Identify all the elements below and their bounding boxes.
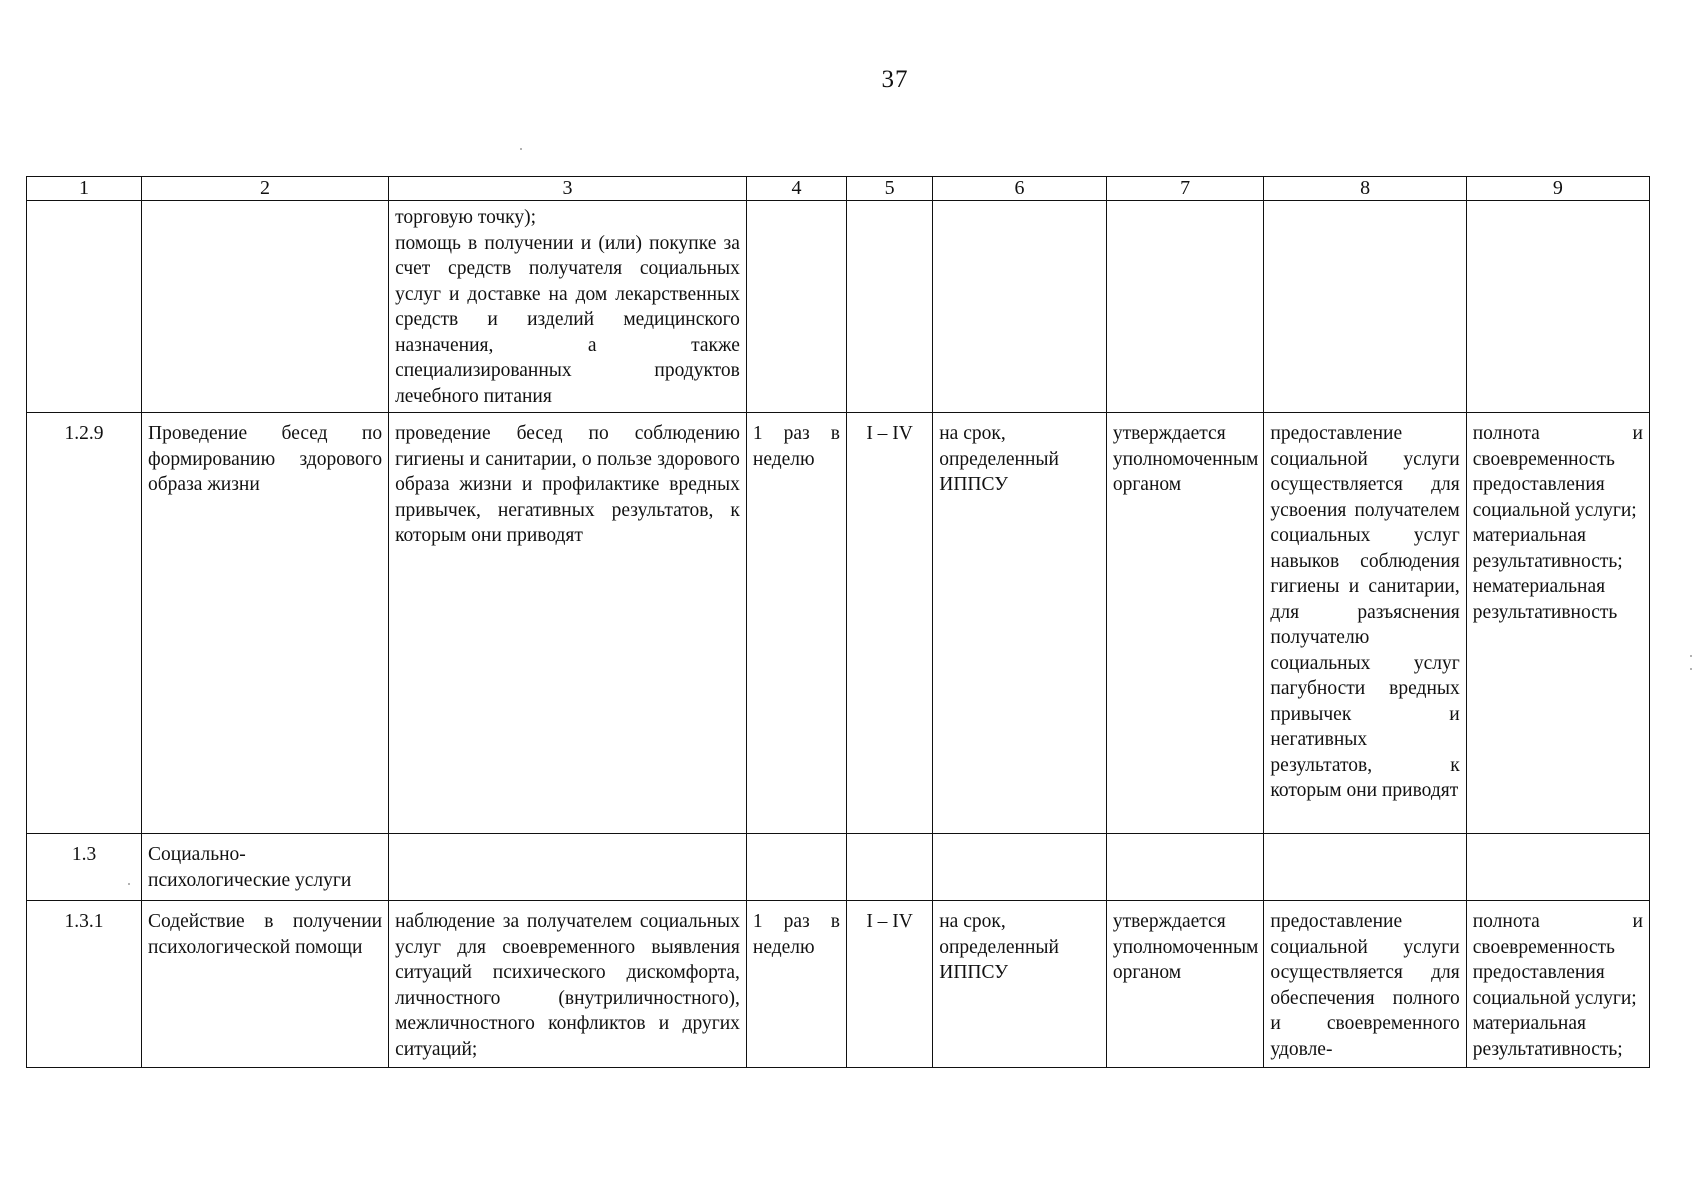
service-name xyxy=(142,201,389,413)
service-grade xyxy=(846,834,932,901)
col-header-1: 1 xyxy=(27,177,142,201)
col-header-5: 5 xyxy=(846,177,932,201)
service-term: на срок, определенный ИППСУ xyxy=(933,901,1107,1068)
table-row-section xyxy=(27,834,1650,901)
page-number: 37 xyxy=(881,66,909,93)
service-term xyxy=(933,201,1107,413)
service-indicators: полнота и своевременность предоставления социальной услуги; материальная результативность; нематериальная результативность xyxy=(1466,413,1649,834)
service-number: 1.2.9 xyxy=(27,413,142,834)
service-description: наблюдение за получателем социальных услуг для своевременного выявления ситуаций психического дискомфорта, личностного (внутриличностного), межличностного конфликтов и других ситуаций; xyxy=(389,901,747,1068)
col-header-8: 8 xyxy=(1264,177,1466,201)
service-frequency: 1 раз в неделю xyxy=(746,901,846,1068)
table-row xyxy=(27,413,1650,834)
service-cost: утверждается уполномоченным органом xyxy=(1106,901,1264,1068)
service-cost: утверждается уполномоченным органом xyxy=(1106,413,1264,834)
service-conditions: предоставление социальной услуги осуществляется для обеспечения полного и своевременного удовле- xyxy=(1264,901,1466,1068)
col-header-7: 7 xyxy=(1106,177,1264,201)
col-header-6: 6 xyxy=(933,177,1107,201)
table-row xyxy=(27,201,1650,413)
service-name: Содействие в получении психологической помощи xyxy=(142,901,389,1068)
scan-speck xyxy=(128,883,130,885)
service-description xyxy=(389,834,747,901)
service-grade: I – IV xyxy=(846,901,932,1068)
section-name: Социально-психологические услуги xyxy=(142,834,389,901)
table-row xyxy=(27,901,1650,1068)
column-number-row xyxy=(27,177,1650,201)
service-frequency xyxy=(746,834,846,901)
service-number xyxy=(27,201,142,413)
service-indicators xyxy=(1466,201,1649,413)
col-header-4: 4 xyxy=(746,177,846,201)
service-term: на срок, определенный ИППСУ xyxy=(933,413,1107,834)
section-number: 1.3 xyxy=(27,834,142,901)
service-frequency: 1 раз в неделю xyxy=(746,413,846,834)
scan-speck xyxy=(1690,655,1692,657)
col-header-3: 3 xyxy=(389,177,747,201)
service-indicators xyxy=(1466,834,1649,901)
scan-speck xyxy=(520,148,522,150)
col-header-9: 9 xyxy=(1466,177,1649,201)
service-cost xyxy=(1106,201,1264,413)
service-grade xyxy=(846,201,932,413)
service-frequency xyxy=(746,201,846,413)
services-table xyxy=(26,176,1650,1068)
service-grade: I – IV xyxy=(846,413,932,834)
service-conditions xyxy=(1264,834,1466,901)
service-number: 1.3.1 xyxy=(27,901,142,1068)
service-indicators: полнота и своевременность предоставления социальной услуги; материальная результативность; xyxy=(1466,901,1649,1068)
service-conditions xyxy=(1264,201,1466,413)
service-name: Проведение бесед по формированию здорового образа жизни xyxy=(142,413,389,834)
service-description: проведение бесед по соблюдению гигиены и санитарии, о пользе здорового образа жизни и профилактике вредных привычек, негативных результатов, к которым они приводят xyxy=(389,413,747,834)
service-conditions: предоставление социальной услуги осуществляется для усвоения получателем социальных услуг навыков соблюдения гигиены и санитарии, для разъяснения получателю социальных услуг пагубности вредных привычек и негативных результатов, к которым они приводят xyxy=(1264,413,1466,834)
service-cost xyxy=(1106,834,1264,901)
col-header-2: 2 xyxy=(142,177,389,201)
service-description: торговую точку); помощь в получении и (или) покупке за счет средств получателя социальных услуг и доставке на дом лекарственных средств и изделий медицинского назначения, а также специализированных продуктов лечебного питания xyxy=(389,201,747,413)
scan-speck xyxy=(1690,668,1692,670)
service-term xyxy=(933,834,1107,901)
